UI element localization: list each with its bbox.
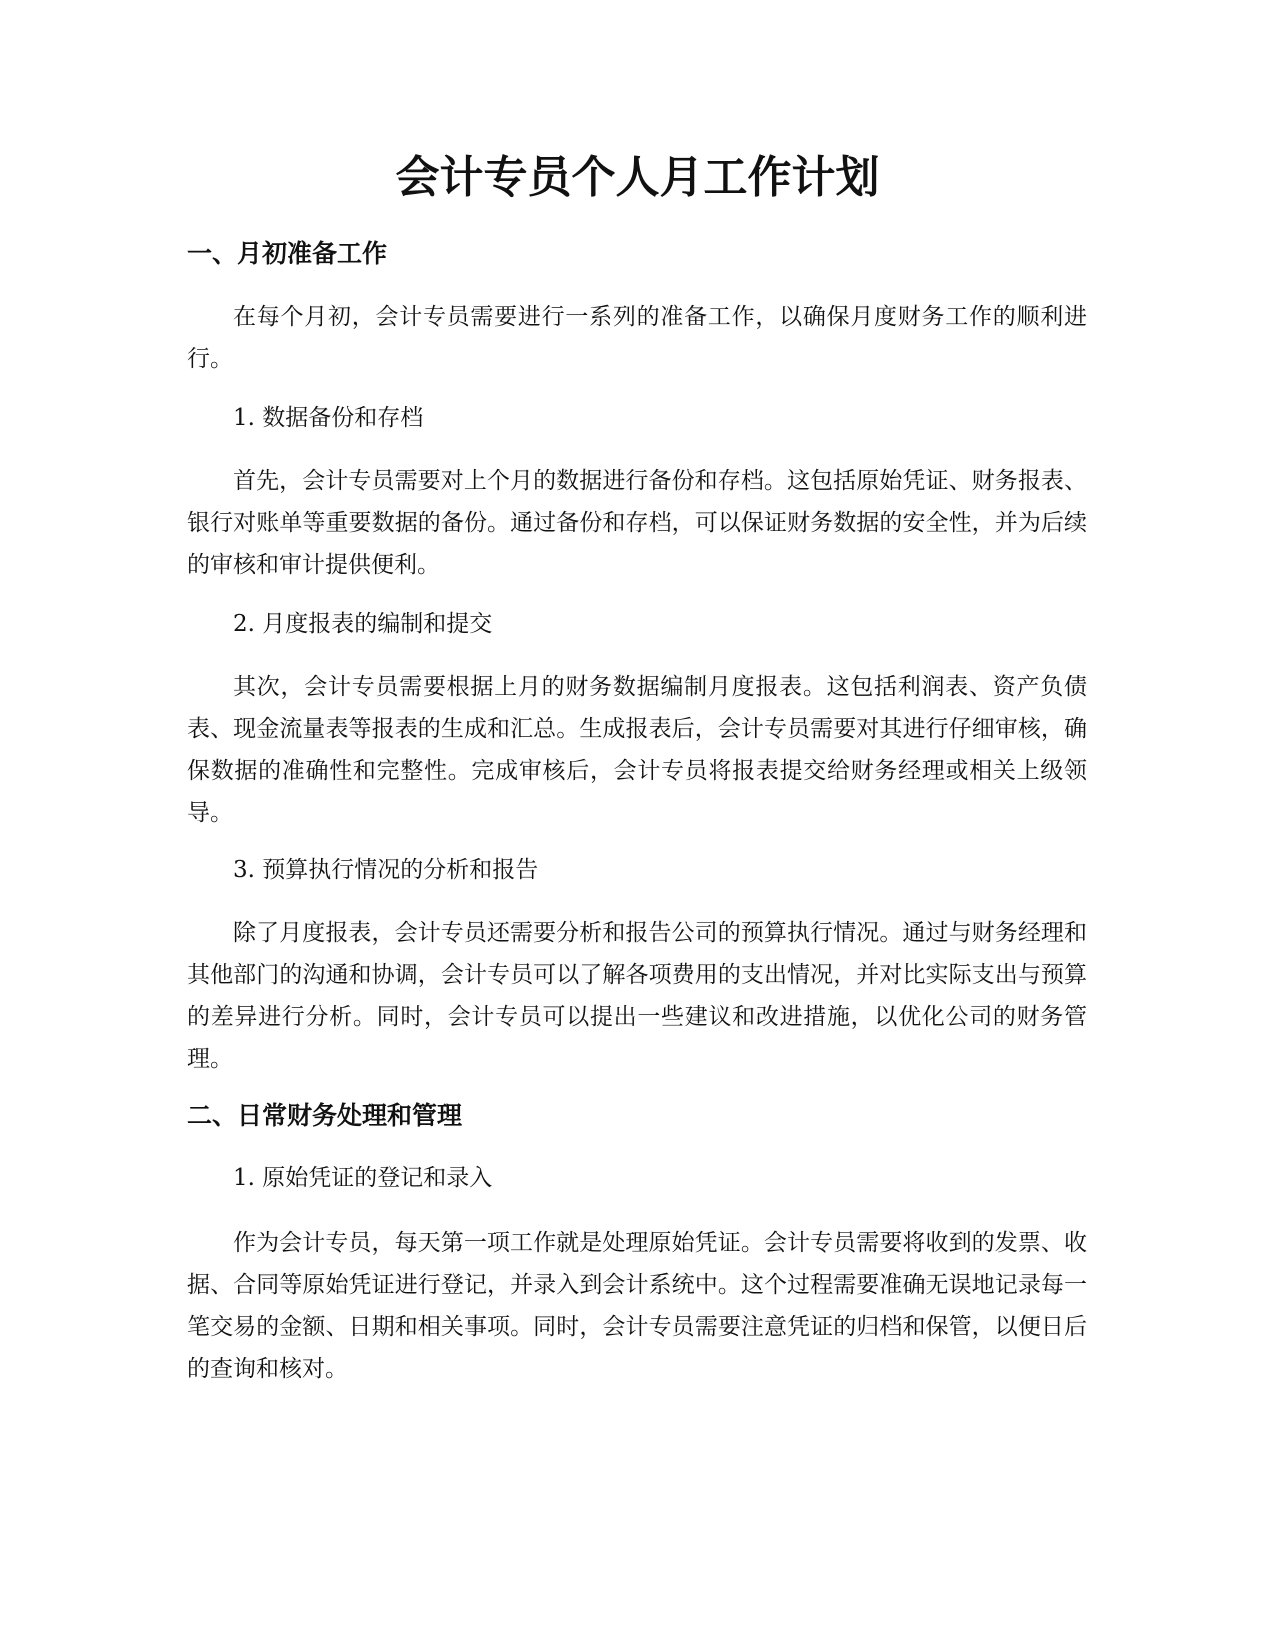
item-title-data-backup: 1. 数据备份和存档 <box>233 405 424 431</box>
section-heading-1: 一、月初准备工作 <box>187 239 388 268</box>
paragraph-budget-analysis: 除了月度报表，会计专员还需要分析和报告公司的预算执行情况。通过与财务经理和其他部门的沟通和协调，会计专员可以了解各项费用的支出情况，并对比实际支出与预算的差异进行分析。同时，会计专员可以提出一些建议和改进措施，以优化公司的财务管理。 <box>187 920 1087 1072</box>
item-title-budget-analysis: 3. 预算执行情况的分析和报告 <box>233 857 539 883</box>
paragraph-monthly-report: 其次，会计专员需要根据上月的财务数据编制月度报表。这包括利润表、资产负债表、现金流量表等报表的生成和汇总。生成报表后，会计专员需要对其进行仔细审核，确保数据的准确性和完整性。完成审核后，会计专员将报表提交给财务经理或相关上级领导。 <box>187 674 1087 826</box>
document-title: 会计专员个人月工作计划 <box>395 152 880 203</box>
item-title-monthly-report: 2. 月度报表的编制和提交 <box>233 611 493 637</box>
paragraph-data-backup: 首先，会计专员需要对上个月的数据进行备份和存档。这包括原始凭证、财务报表、银行对账单等重要数据的备份。通过备份和存档，可以保证财务数据的安全性，并为后续的审核和审计提供便利。 <box>187 468 1087 578</box>
item-title-voucher-entry: 1. 原始凭证的登记和录入 <box>233 1165 493 1191</box>
section-1-intro-paragraph: 在每个月初，会计专员需要进行一系列的准备工作，以确保月度财务工作的顺利进行。 <box>187 304 1087 372</box>
paragraph-voucher-entry: 作为会计专员，每天第一项工作就是处理原始凭证。会计专员需要将收到的发票、收据、合同等原始凭证进行登记，并录入到会计系统中。这个过程需要准确无误地记录每一笔交易的金额、日期和相关事项。同时，会计专员需要注意凭证的归档和保管，以便日后的查询和核对。 <box>187 1230 1087 1382</box>
section-heading-2: 二、日常财务处理和管理 <box>187 1101 463 1130</box>
